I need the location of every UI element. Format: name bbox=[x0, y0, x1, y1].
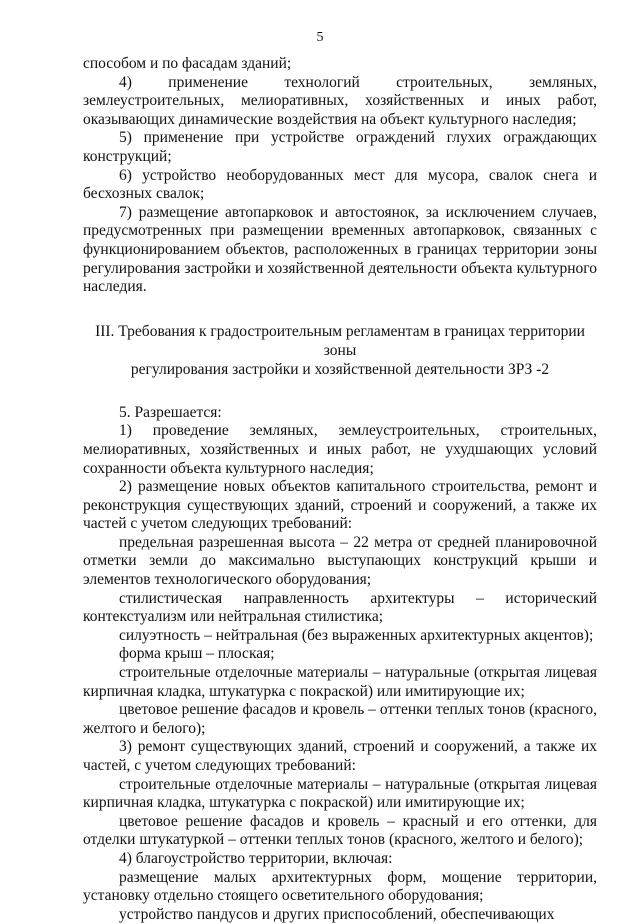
paragraphs-before-heading bbox=[83, 55, 597, 297]
paragraph: 3) ремонт существующих зданий, строений и сооружений, а также их частей, с учетом следующих требований: bbox=[83, 738, 597, 774]
paragraph: форма крыш – плоская; bbox=[119, 645, 275, 663]
paragraph: 4) применение технологий строительных, земляных, землеустроительных, мелиоративных, хозяйственных и иных работ, оказывающих динамические воздействия на объект культурного наследия; bbox=[83, 73, 597, 128]
paragraph: способом и по фасадам зданий; bbox=[83, 55, 292, 72]
document-body bbox=[83, 55, 597, 924]
page-number: 5 bbox=[316, 30, 324, 45]
section-heading-line-1: III. Требования к градостроительным регламентам в границах территории зоны bbox=[95, 322, 585, 359]
section-heading-line-2: регулирования застройки и хозяйственной деятельности ЗРЗ -2 bbox=[130, 360, 550, 378]
paragraph: 5. Разрешается: bbox=[119, 403, 222, 421]
section-heading bbox=[83, 322, 597, 379]
paragraph: стилистическая направленность архитектуры – исторический контекстуализм или нейтральная стилистика; bbox=[83, 589, 597, 626]
paragraph: 5) применение при устройстве ограждений глухих ограждающих конструкций; bbox=[83, 129, 597, 165]
paragraph: предельная разрешенная высота – 22 метра от средней планировочной отметки земли до максимально выступающих конструкций крыши и элементов технологического оборудования; bbox=[83, 533, 597, 589]
paragraph: 4) благоустройство территории, включая: bbox=[119, 849, 393, 867]
paragraph: строительные отделочные материалы – натуральные (открытая лицевая кирпичная кладка, штукатурка с покраской) или имитирующие их; bbox=[83, 775, 597, 812]
paragraph: цветовое решение фасадов и кровель – оттенки теплых тонов (красного, желтого и белого); bbox=[83, 701, 597, 737]
paragraph: 7) размещение автопарковок и автостоянок, за исключением случаев, предусмотренных при размещении временных автопарковок, связанных с функционированием объектов, расположенных в границах территории зоны регулирования застройки и хозяйственной деятельности объекта культурного наследия. bbox=[83, 203, 597, 296]
paragraph: строительные отделочные материалы – натуральные (открытая лицевая кирпичная кладка, штукатурка с покраской) или имитирующие их; bbox=[83, 664, 597, 700]
paragraph: 1) проведение земляных, землеустроительных, строительных, мелиоративных, хозяйственных и иных работ, не ухудшающих условий сохранности объекта культурного наследия; bbox=[83, 422, 597, 477]
paragraph: 6) устройство необорудованных мест для мусора, свалок снега и бесхозных свалок; bbox=[83, 166, 597, 203]
paragraph: цветовое решение фасадов и кровель – красный и его оттенки, для отделки штукатуркой – оттенки теплых тонов (красного, желтого и белого); bbox=[83, 812, 597, 849]
paragraph: устройство пандусов и других приспособлений, обеспечивающих bbox=[119, 905, 555, 923]
paragraph: 2) размещение новых объектов капитального строительства, ремонт и реконструкция существующих зданий, строений и сооружений, а также их частей с учетом следующих требований: bbox=[83, 478, 597, 533]
paragraph: размещение малых архитектурных форм, мощение территории, установку отдельно стоящего осветительного оборудования; bbox=[83, 868, 597, 905]
paragraph: силуэтность – нейтральная (без выраженных архитектурных акцентов); bbox=[119, 626, 594, 644]
paragraphs-after-heading bbox=[83, 404, 597, 924]
